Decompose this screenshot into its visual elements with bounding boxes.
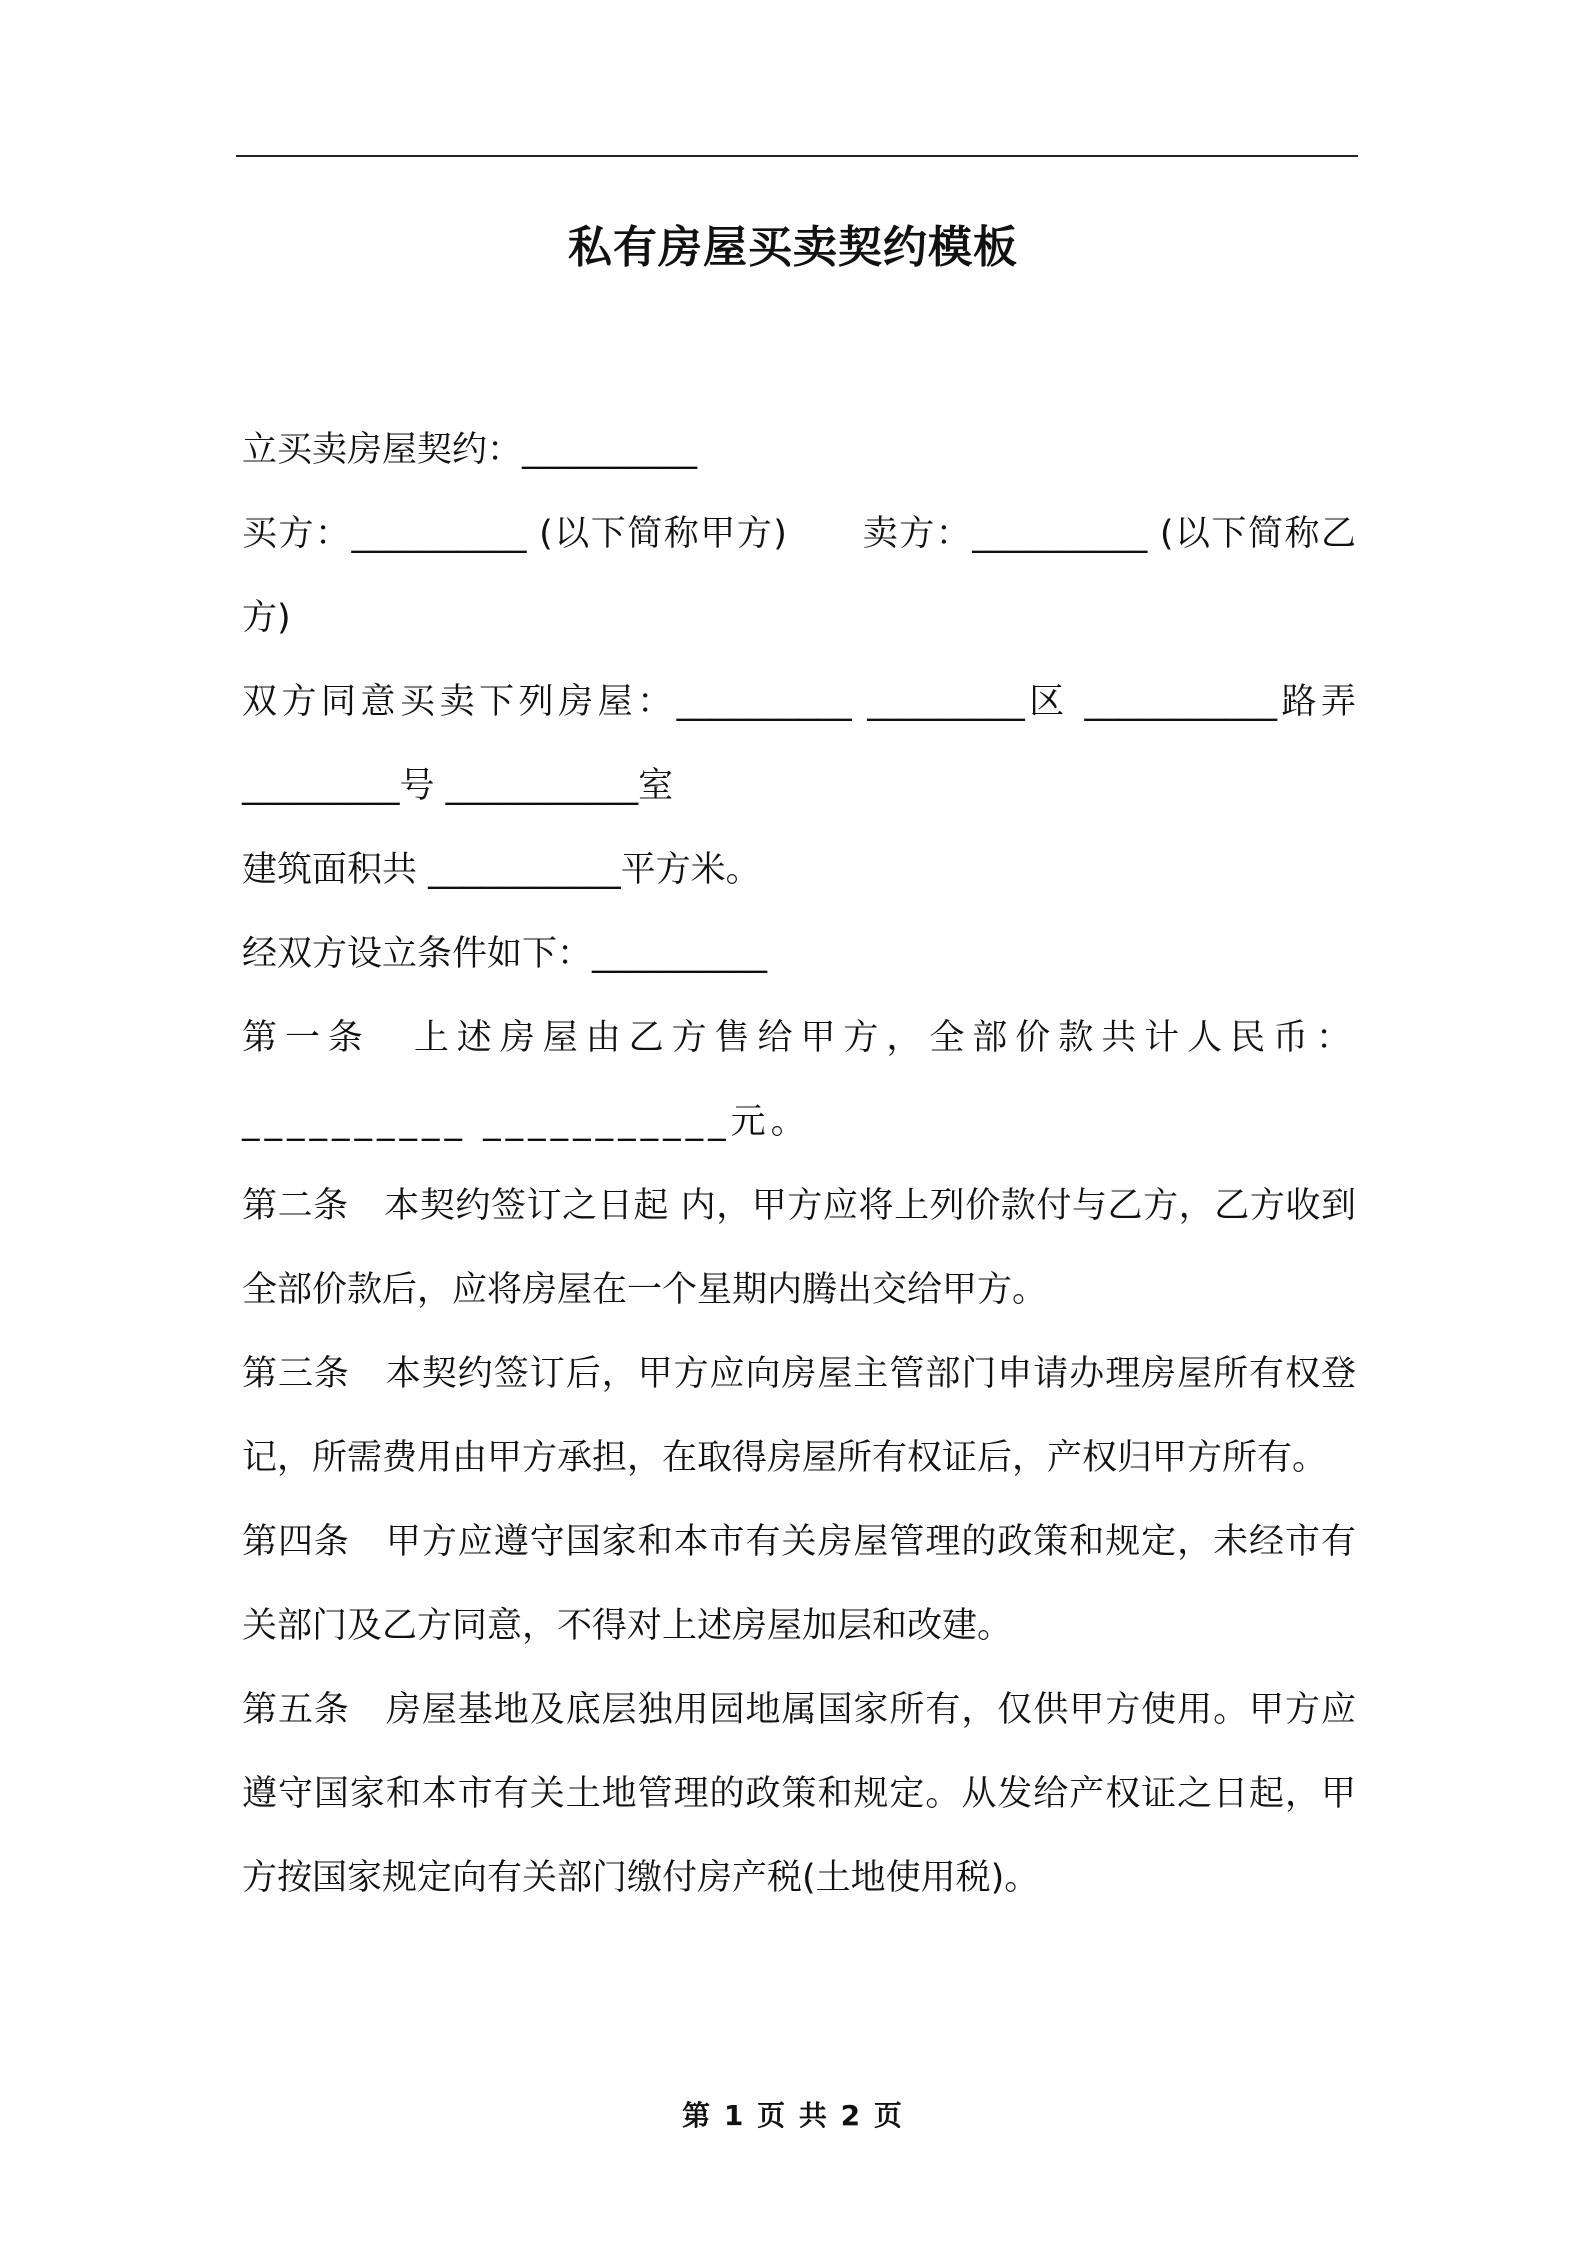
property-address-line: 双方同意买卖下列房屋：__________ _________区 ___________路弄 _________号 ___________室 <box>242 682 1368 806</box>
contract-body <box>242 408 1368 1920</box>
contract-heading-line: 立买卖房屋契约：__________ <box>242 430 698 470</box>
parties-line: 买方：__________ (以下简称甲方) 卖方：__________ (以下简称乙方) <box>242 514 1356 638</box>
clause-2: 第二条 本契约签订之日起 内，甲方应将上列价款付与乙方，乙方收到全部价款后，应将房屋在一个星期内腾出交给甲方。 <box>242 1186 1356 1310</box>
page-number: 第 1 页 共 2 页 <box>682 2099 904 2132</box>
clause-3: 第三条 本契约签订后，甲方应向房屋主管部门申请办理房屋所有权登记，所需费用由甲方承担，在取得房屋所有权证后，产权归甲方所有。 <box>242 1354 1356 1478</box>
clause-4: 第四条 甲方应遵守国家和本市有关房屋管理的政策和规定，未经市有关部门及乙方同意，不得对上述房屋加层和改建。 <box>242 1522 1356 1646</box>
clause-1: 第一条 上述房屋由乙方售给甲方，全部价款共计人民币：__________ ___________元。 <box>242 1018 1356 1142</box>
conditions-intro-line: 经双方设立条件如下：__________ <box>242 934 768 974</box>
floor-area-line: 建筑面积共 ___________平方米。 <box>242 850 761 890</box>
clause-5: 第五条 房屋基地及底层独用园地属国家所有，仅供甲方使用。甲方应遵守国家和本市有关土地管理的政策和规定。从发给产权证之日起，甲方按国家规定向有关部门缴付房产税(土地使用税)。 <box>242 1690 1356 1898</box>
header-rule <box>236 155 1358 157</box>
document-title: 私有房屋买卖契约模板 <box>568 222 1018 273</box>
